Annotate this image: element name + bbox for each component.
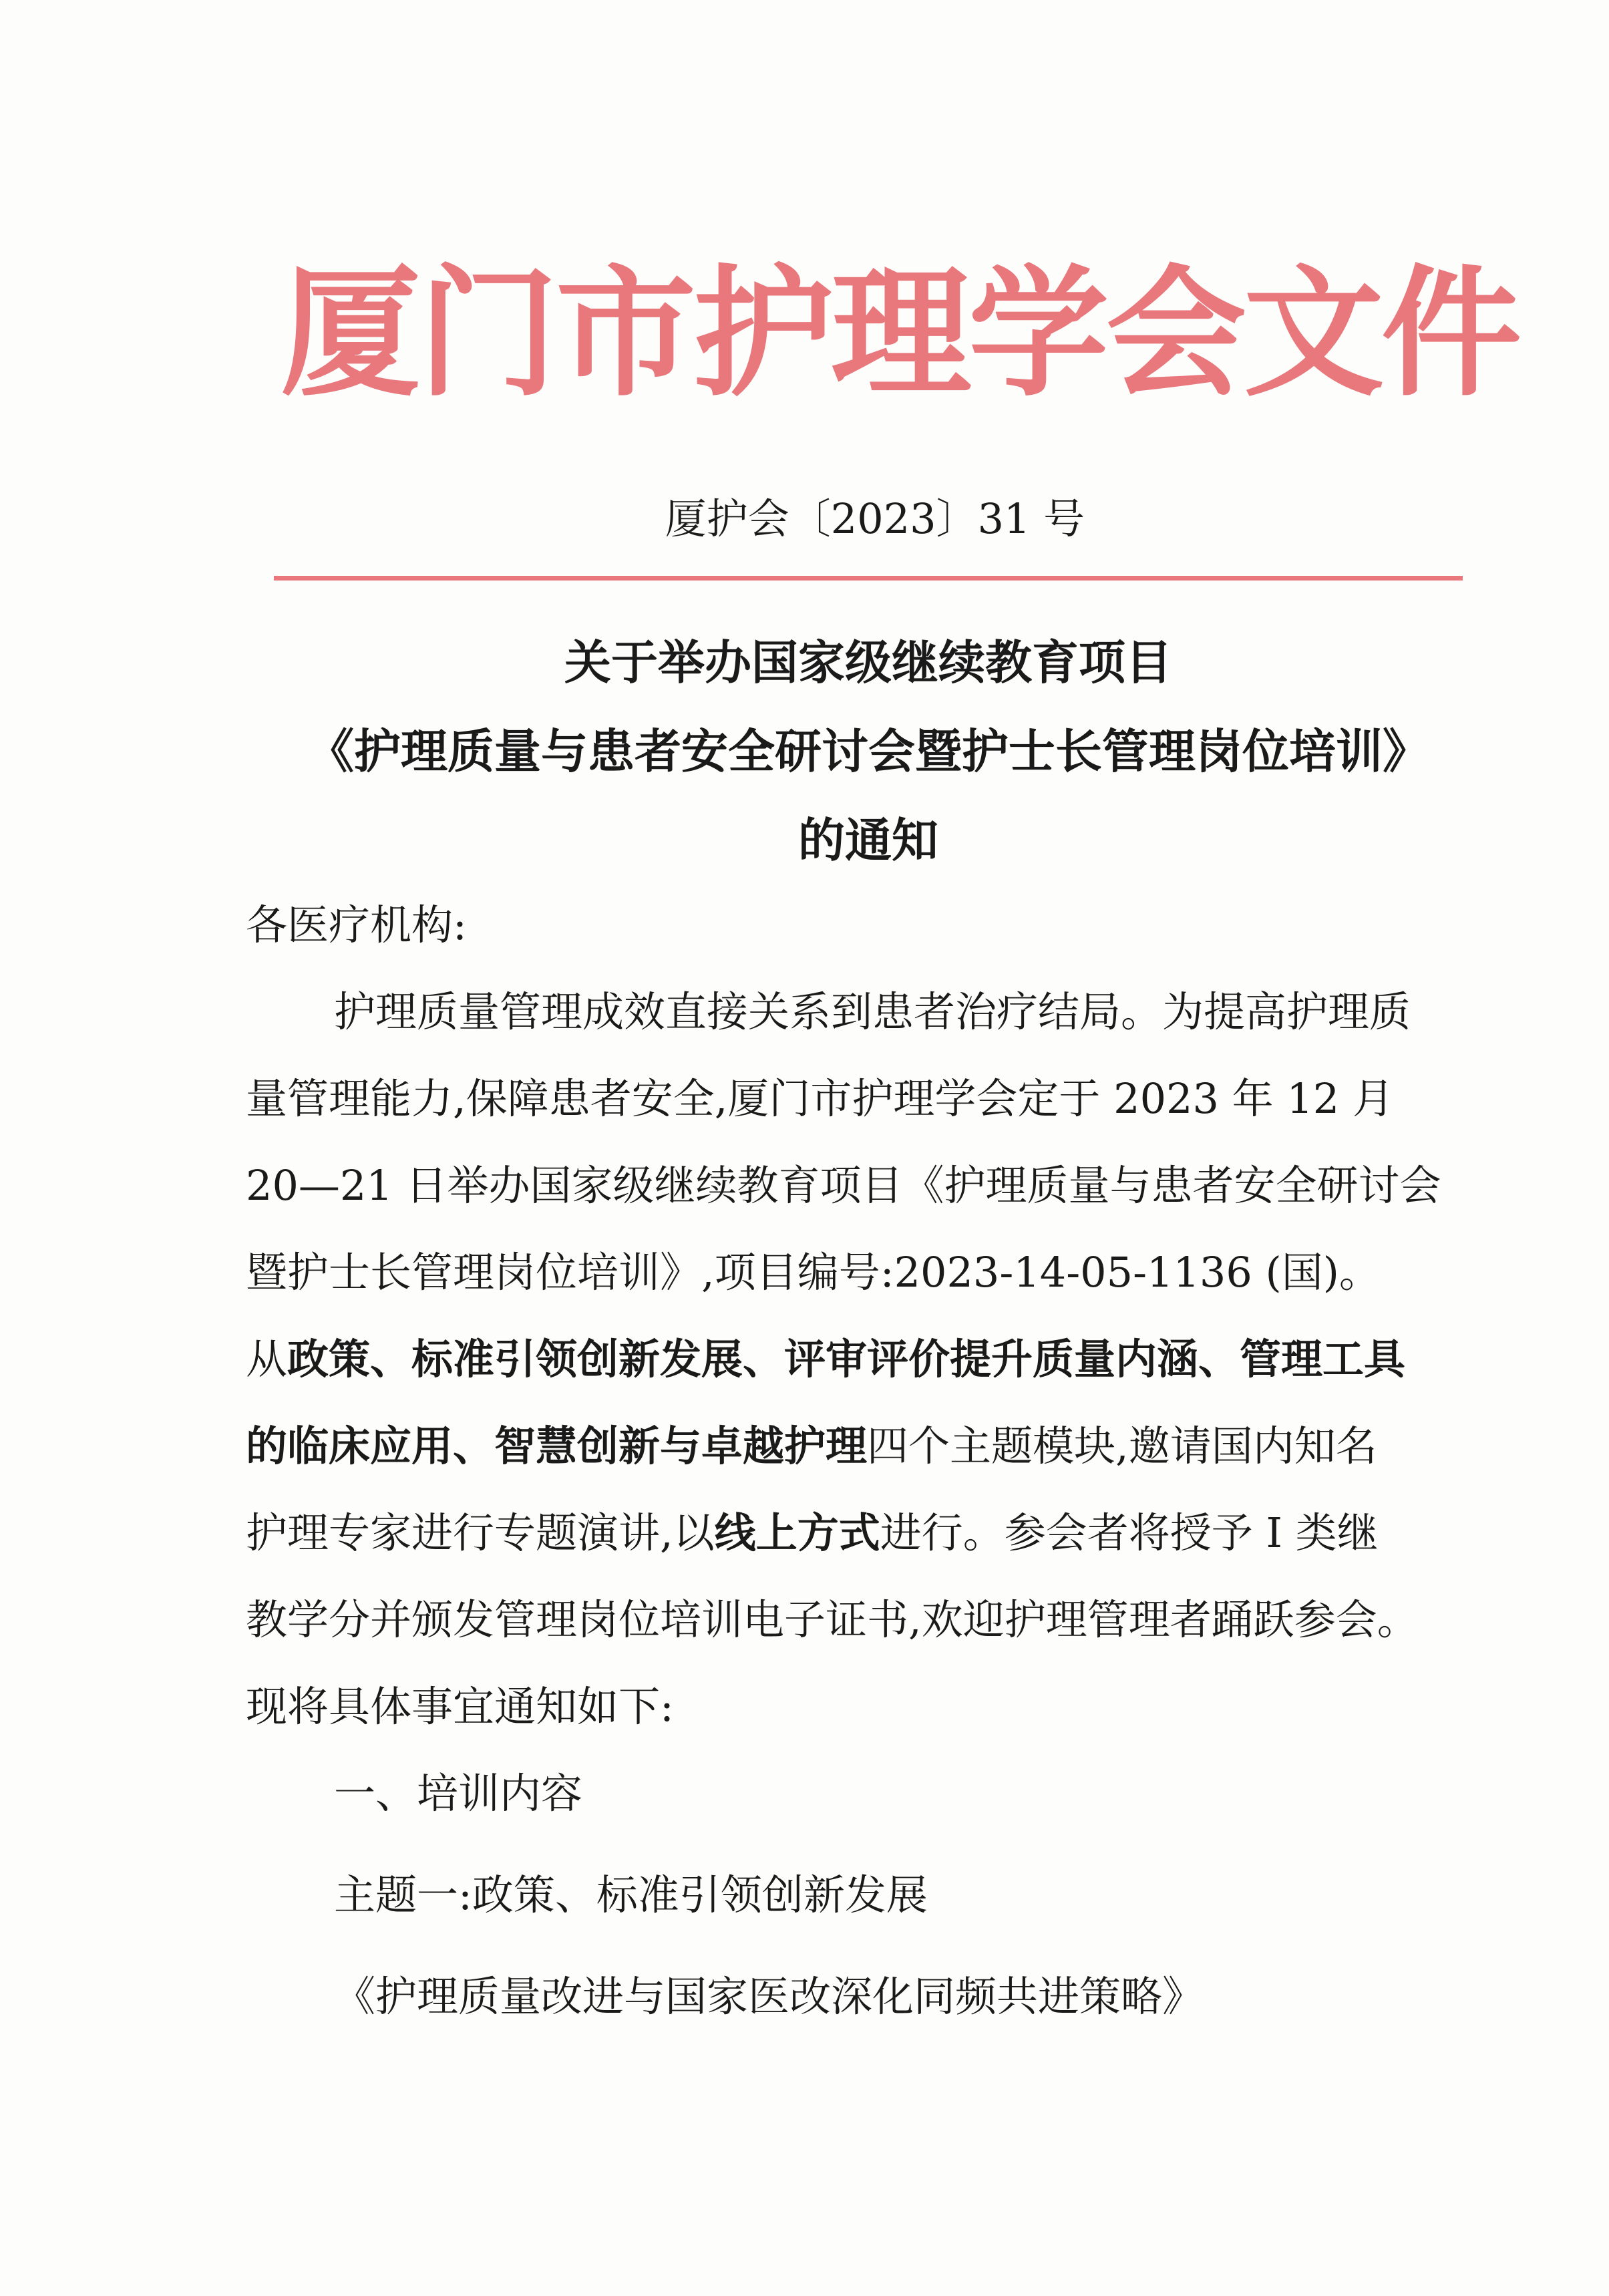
- text-span: 进行。参会者将授予 I 类继: [880, 1508, 1379, 1557]
- notice-title-line-3: 的通知: [798, 812, 938, 868]
- text-span: 从: [246, 1335, 288, 1383]
- bold-text-span: 的临床应用、智慧创新与卓越护理: [246, 1422, 868, 1470]
- topic-heading: 主题一:政策、标准引领创新发展: [334, 1870, 928, 1919]
- salutation: 各医疗机构:: [246, 900, 467, 949]
- bold-text-span: 线上方式: [714, 1508, 880, 1557]
- paragraph-line: 护理质量管理成效直接关系到患者治疗结局。为提高护理质: [334, 987, 1411, 1036]
- spacer: [246, 1837, 1515, 1852]
- paragraph-line: 20—21 日举办国家级继续教育项目《护理质量与患者安全研讨会: [246, 1161, 1441, 1210]
- paragraph-line: [246, 1403, 1515, 1490]
- section-heading: 一、培训内容: [334, 1769, 583, 1818]
- paragraph-line: 量管理能力,保障患者安全,厦门市护理学会定于 2023 年 12 月: [246, 1074, 1394, 1123]
- org-document-header: 厦门市护理学会文件: [281, 252, 1519, 416]
- notice-title-line-2: 《护理质量与患者安全研讨会暨护士长管理岗位培训》: [307, 723, 1429, 779]
- red-divider-line: [274, 576, 1463, 581]
- paragraph-line: [246, 1490, 1515, 1577]
- paragraph-line: [246, 1316, 1515, 1403]
- bold-text-span: 政策、标准引领创新发展、评审评价提升质量内涵、管理工具: [287, 1335, 1406, 1383]
- notice-title-line-1: 关于举办国家级继续教育项目: [564, 635, 1172, 690]
- notice-body: [246, 882, 1515, 2040]
- paragraph-line: 教学分并颁发管理岗位培训电子证书,欢迎护理管理者踊跃参会。: [246, 1595, 1419, 1644]
- paragraph-line: 暨护士长管理岗位培训》,项目编号:2023-14-05-1136 (国)。: [246, 1248, 1381, 1297]
- spacer: [246, 1939, 1515, 1953]
- paragraph-line: 现将具体事宜通知如下:: [246, 1682, 674, 1731]
- topic-item: 《护理质量改进与国家医改深化同频共进策略》: [334, 1972, 1204, 2021]
- document-number: 厦护会〔2023〕31 号: [665, 494, 1085, 543]
- text-span: 四个主题模块,邀请国内知名: [867, 1422, 1377, 1470]
- text-span: 护理专家进行专题演讲,以: [246, 1508, 715, 1557]
- notice-title: [200, 618, 1536, 884]
